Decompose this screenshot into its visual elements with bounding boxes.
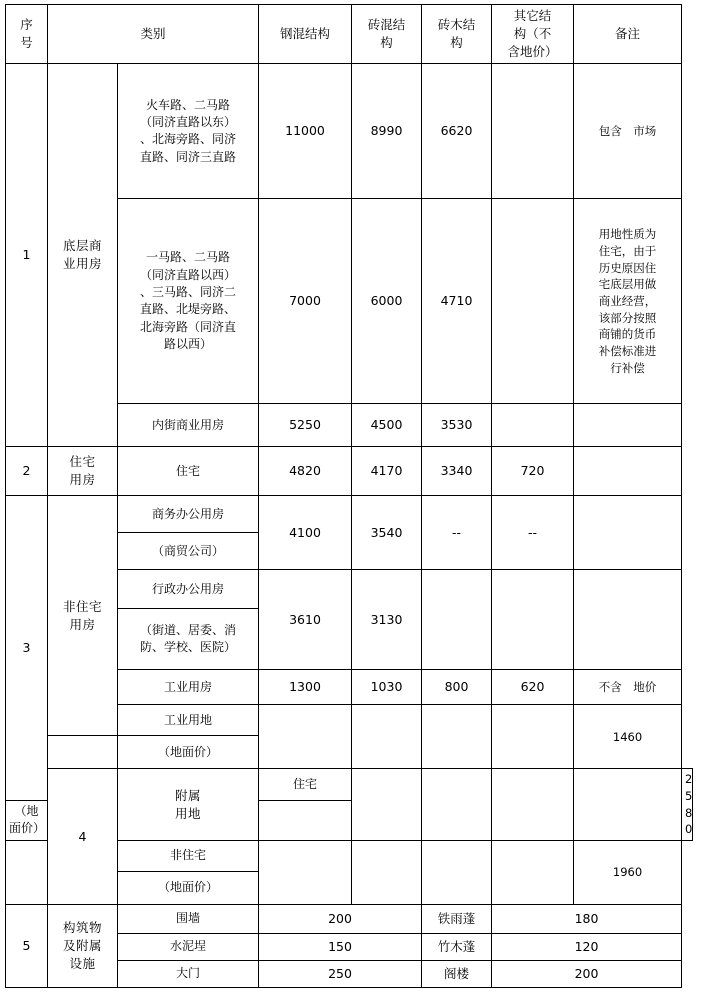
cell-brick-concrete: 4170 [352,447,422,496]
row-seq-5: 5 [6,905,48,988]
header-category: 类别 [48,5,259,64]
row-item-name-line5: 北海旁路（同济直 [140,319,237,334]
row-item-subname: （地面价） [118,872,259,905]
cell-brick-wood: 3530 [422,404,492,447]
row-item-name: 商务办公用房 [118,496,259,533]
cell-concrete [259,705,352,769]
structure-name-left: 水泥埕 [118,934,259,961]
cell-remark-line4: 宅底层用做 [598,277,657,292]
cell-concrete: 5250 [259,404,352,447]
compensation-table [5,4,693,988]
cell-brick-concrete: 6000 [352,199,422,404]
table-row [6,447,693,496]
cell-brick-wood: 800 [422,670,492,705]
cell-other [574,769,682,841]
row-group-1-line2: 业用房 [62,256,102,272]
cell-remark [574,404,682,447]
cell-remark-line8: 补偿标准进 [598,344,657,359]
cell-concrete: 7000 [259,199,352,404]
cell-other: 720 [492,447,574,496]
structure-value-left: 200 [259,905,422,934]
row-item-name-line1: 火车路、二马路 [146,97,231,112]
cell-remark-line5: 商业经营， [598,294,657,309]
cell-brick-concrete: 4500 [352,404,422,447]
structure-name-right: 竹木蓬 [422,934,492,961]
row-item-name: 非住宅 [118,841,259,872]
header-seq [6,5,48,64]
row-group-3-line1: 非住宅 [62,598,102,614]
row-group-3-filler [48,736,118,769]
cell-brick-concrete: 8990 [352,64,422,199]
structure-name-right: 阁楼 [422,961,492,988]
cell-brick-concrete: 1030 [352,670,422,705]
row-item-name-line6: 路以西） [164,337,213,352]
row-item-subname: （商贸公司） [118,533,259,570]
cell-remark: 1460 [574,705,682,769]
row-group-2 [48,447,118,496]
row-group-4-line2: 用地 [175,805,202,821]
cell-remark [574,496,682,570]
cell-brick-wood [492,769,574,841]
header-other-line2: 构（不 [513,26,552,42]
cell-brick-concrete: 3130 [352,570,422,670]
cell-concrete: 4820 [259,447,352,496]
structure-value-left: 150 [259,934,422,961]
structure-name-left: 大门 [118,961,259,988]
header-concrete: 钢混结构 [259,5,352,64]
cell-other [492,404,574,447]
cell-remark: 不含 地价 [574,670,682,705]
header-brick-concrete [352,5,422,64]
row-item-name: 住宅 [118,447,259,496]
structure-value-right: 120 [492,934,682,961]
header-other [492,5,574,64]
row-item-name [118,64,259,199]
cell-remark: 1960 [574,841,682,905]
cell-other: 620 [492,670,574,705]
row-item-name: 行政办公用房 [118,570,259,609]
row-item-subname-line1: （街道、居委、消 [140,622,237,637]
cell-other [492,841,574,905]
cell-brick-wood [422,705,492,769]
row-item-name-line3: 、北海旁路、同济 [140,132,237,147]
cell-remark-line1: 用地性质为 [598,227,657,242]
cell-concrete [259,841,352,905]
header-remark: 备注 [574,5,682,64]
row-seq-2: 2 [6,447,48,496]
cell-remark-line9: 行补偿 [610,360,645,375]
header-other-line1: 其它结 [513,8,552,23]
row-item-subname [118,609,259,670]
table-header-row [6,5,693,64]
cell-brick-wood: 3340 [422,447,492,496]
row-group-3 [48,496,118,736]
row-item-name-line4: 直路、同济三直路 [140,149,237,164]
structure-value-right: 200 [492,961,682,988]
row-group-3-line2: 用房 [69,616,96,632]
row-group-5-line1: 构筑物 [62,919,102,935]
row-group-2-line2: 用房 [69,472,96,488]
cell-brick-wood [422,570,492,670]
structure-value-left: 250 [259,961,422,988]
row-item-subname: （地面价） [118,736,259,769]
cell-other [492,199,574,404]
structure-value-right: 180 [492,905,682,934]
row-item-name-line2: （同济直路以西） [140,267,237,282]
row-group-1 [48,64,118,447]
table-row [6,64,693,199]
header-brick-concrete-line2: 构 [380,35,393,51]
cell-remark-line6: 该部分按照 [598,310,657,325]
cell-remark [574,570,682,670]
cell-brick-wood: 6620 [422,64,492,199]
cell-concrete: 4100 [259,496,352,570]
cell-other [492,705,574,769]
header-other-line3: 含地价） [507,44,558,60]
row-item-subname-line2: 防、学校、医院） [140,640,237,655]
cell-remark [574,447,682,496]
cell-brick-wood: -- [422,496,492,570]
structure-name-right: 铁雨蓬 [422,905,492,934]
row-item-name: 住宅 [259,769,352,800]
cell-other [492,64,574,199]
row-item-subname: （地面价） [6,800,48,840]
row-seq-1: 1 [6,64,48,447]
cell-brick-wood [422,841,492,905]
table-row [6,496,693,533]
row-item-name-line4: 直路、北堤旁路、 [140,302,237,317]
header-brick-wood-line1: 砖木结 [437,17,476,33]
row-item-name [118,199,259,404]
row-group-1-line1: 底层商 [62,238,102,254]
row-item-name: 工业用房 [118,670,259,705]
table-row [6,905,693,934]
cell-concrete: 11000 [259,64,352,199]
cell-remark-line3: 历史原因住 [598,260,657,275]
header-brick-wood-line2: 构 [450,35,463,51]
cell-remark-line7: 商铺的货币 [598,327,657,342]
row-item-name: 工业用地 [118,705,259,736]
cell-brick-wood: 4710 [422,199,492,404]
cell-concrete: 3610 [259,570,352,670]
cell-brick-concrete: 3540 [352,496,422,570]
header-brick-wood [422,5,492,64]
row-group-4 [118,769,259,841]
row-item-name-line3: 、三马路、同济二 [140,284,237,299]
row-group-2-line1: 住宅 [69,454,96,470]
cell-concrete: 1300 [259,670,352,705]
cell-brick-concrete [422,769,492,841]
cell-remark [574,199,682,404]
header-seq-line2: 号 [20,35,33,51]
row-item-name-line1: 一马路、二马路 [146,250,231,265]
row-group-4-line1: 附属 [175,787,202,803]
cell-brick-concrete [352,705,422,769]
row-item-name-line2: （同济直路以东） [140,114,237,129]
row-group-4-filler [6,841,48,905]
header-brick-concrete-line1: 砖混结 [367,17,406,33]
row-seq-3: 3 [6,496,48,800]
cell-other [492,570,574,670]
cell-brick-concrete [352,841,422,905]
row-group-5-line2: 及附属 [62,938,102,953]
cell-remark: 包含 市场 [574,64,682,199]
row-group-5 [48,905,118,988]
row-group-5-line3: 设施 [69,956,96,972]
cell-remark-line2: 住宅，由于 [598,244,657,259]
row-item-name: 内街商业用房 [118,404,259,447]
structure-name-left: 围墙 [118,905,259,934]
table-row [6,769,693,800]
cell-other: -- [492,496,574,570]
compensation-table-page [0,4,701,1001]
cell-remark: 2580 [682,769,693,841]
row-seq-4: 4 [48,769,118,905]
header-seq-line1: 序 [20,17,33,33]
cell-concrete [352,769,422,841]
